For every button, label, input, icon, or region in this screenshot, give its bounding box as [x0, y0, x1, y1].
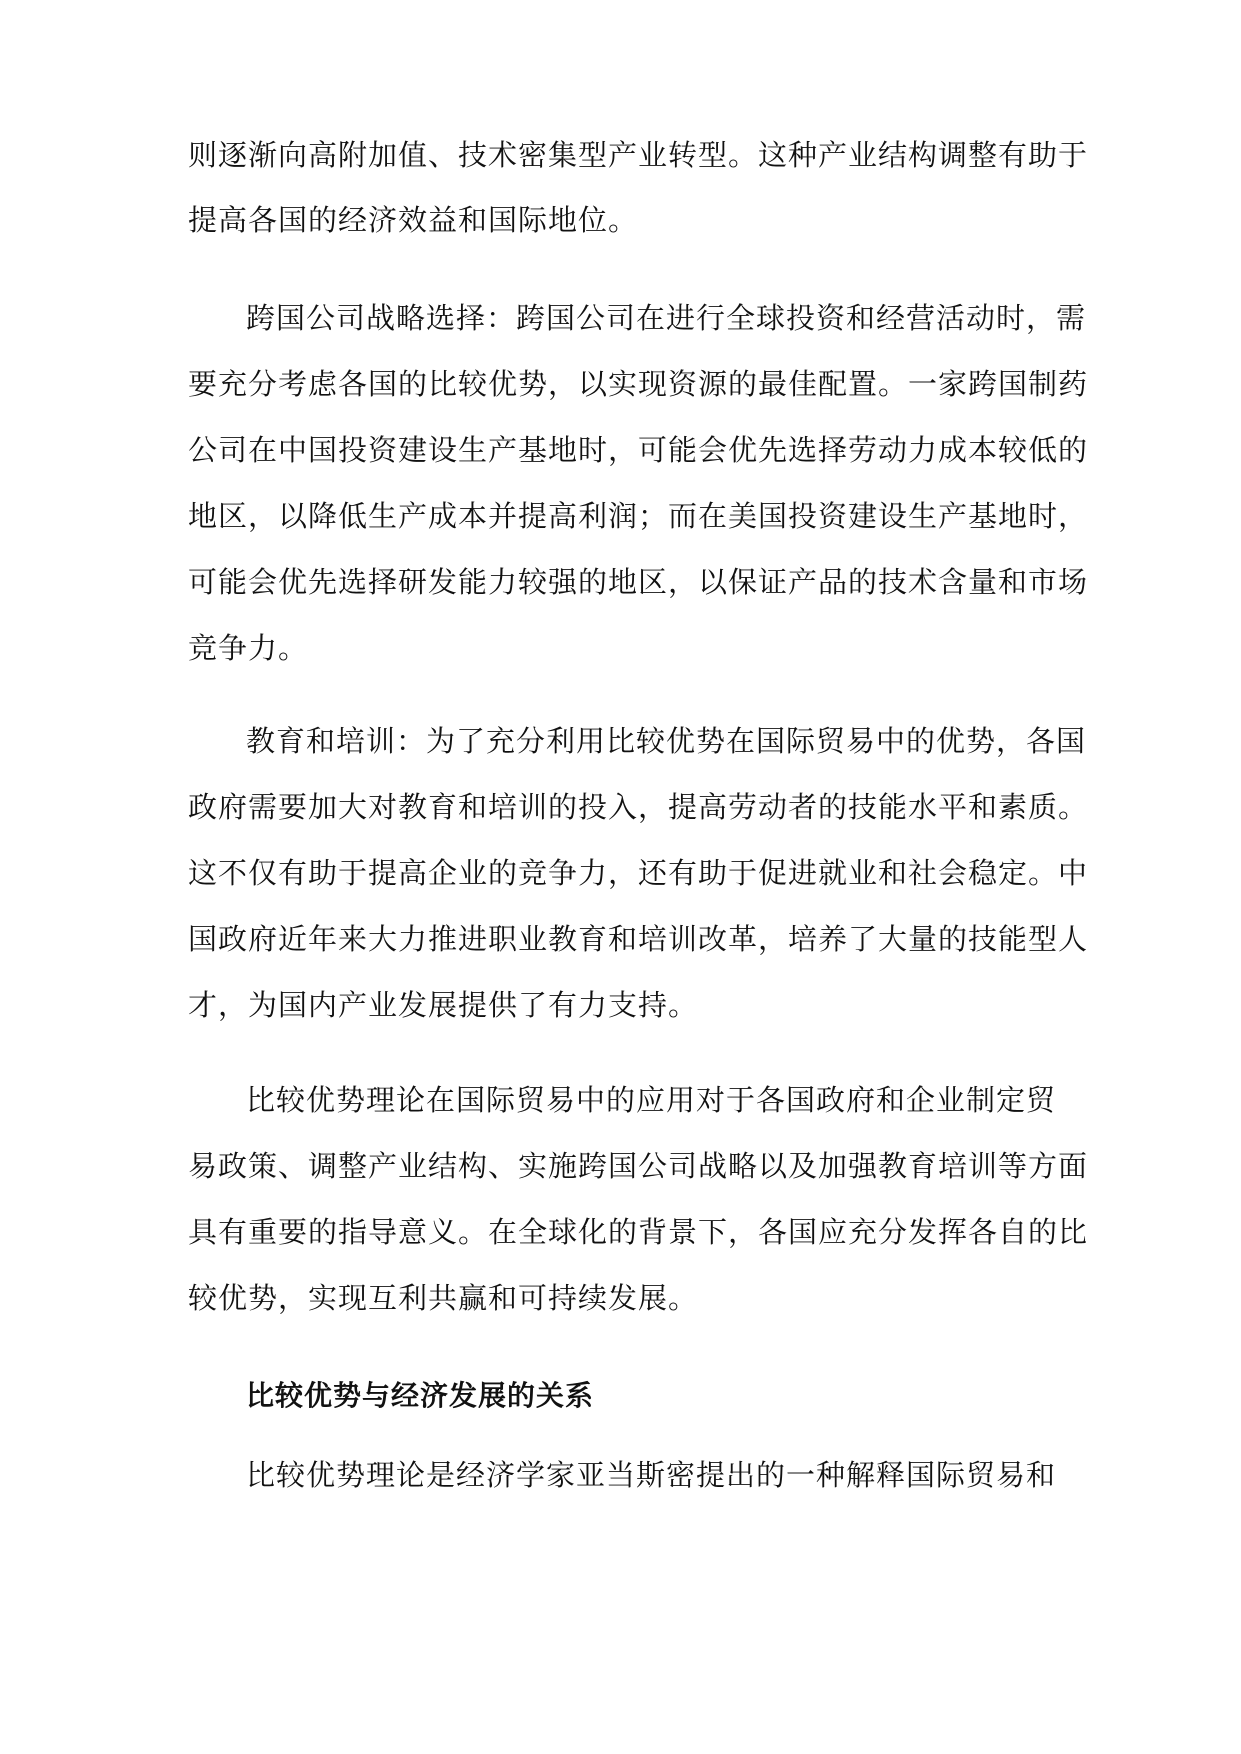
- paragraph-start-line: 比较优势理论是经济学家亚当斯密提出的一种解释国际贸易和: [246, 1458, 1057, 1492]
- section-heading: 比较优势与经济发展的关系: [246, 1379, 595, 1412]
- text-line: 则逐渐向高附加值、技术密集型产业转型。这种产业结构调整有助于: [188, 138, 1089, 172]
- text-line: 具有重要的指导意义。在全球化的背景下，各国应充分发挥各自的比: [188, 1215, 1089, 1249]
- text-line: 这不仅有助于提高企业的竞争力，还有助于促进就业和社会稳定。中: [188, 856, 1089, 890]
- text-line: 地区，以降低生产成本并提高利润；而在美国投资建设生产基地时，: [188, 499, 1089, 533]
- text-line: 提高各国的经济效益和国际地位。: [188, 203, 639, 237]
- text-line: 公司在中国投资建设生产基地时，可能会优先选择劳动力成本较低的: [188, 433, 1089, 467]
- text-line: 国政府近年来大力推进职业教育和培训改革，培养了大量的技能型人: [188, 922, 1089, 956]
- text-line: 才，为国内产业发展提供了有力支持。: [188, 988, 699, 1022]
- paragraph-start-line: 教育和培训：为了充分利用比较优势在国际贸易中的优势，各国: [246, 724, 1087, 758]
- text-line: 政府需要加大对教育和培训的投入，提高劳动者的技能水平和素质。: [188, 790, 1089, 824]
- text-line: 竞争力。: [188, 631, 309, 665]
- paragraph-start-line: 比较优势理论在国际贸易中的应用对于各国政府和企业制定贸: [246, 1083, 1057, 1117]
- paragraph-start-line: 跨国公司战略选择：跨国公司在进行全球投资和经营活动时，需: [246, 301, 1087, 335]
- text-line: 可能会优先选择研发能力较强的地区，以保证产品的技术含量和市场: [188, 565, 1089, 599]
- text-line: 要充分考虑各国的比较优势，以实现资源的最佳配置。一家跨国制药: [188, 367, 1089, 401]
- text-line: 易政策、调整产业结构、实施跨国公司战略以及加强教育培训等方面: [188, 1149, 1089, 1183]
- text-line: 较优势，实现互利共赢和可持续发展。: [188, 1281, 699, 1315]
